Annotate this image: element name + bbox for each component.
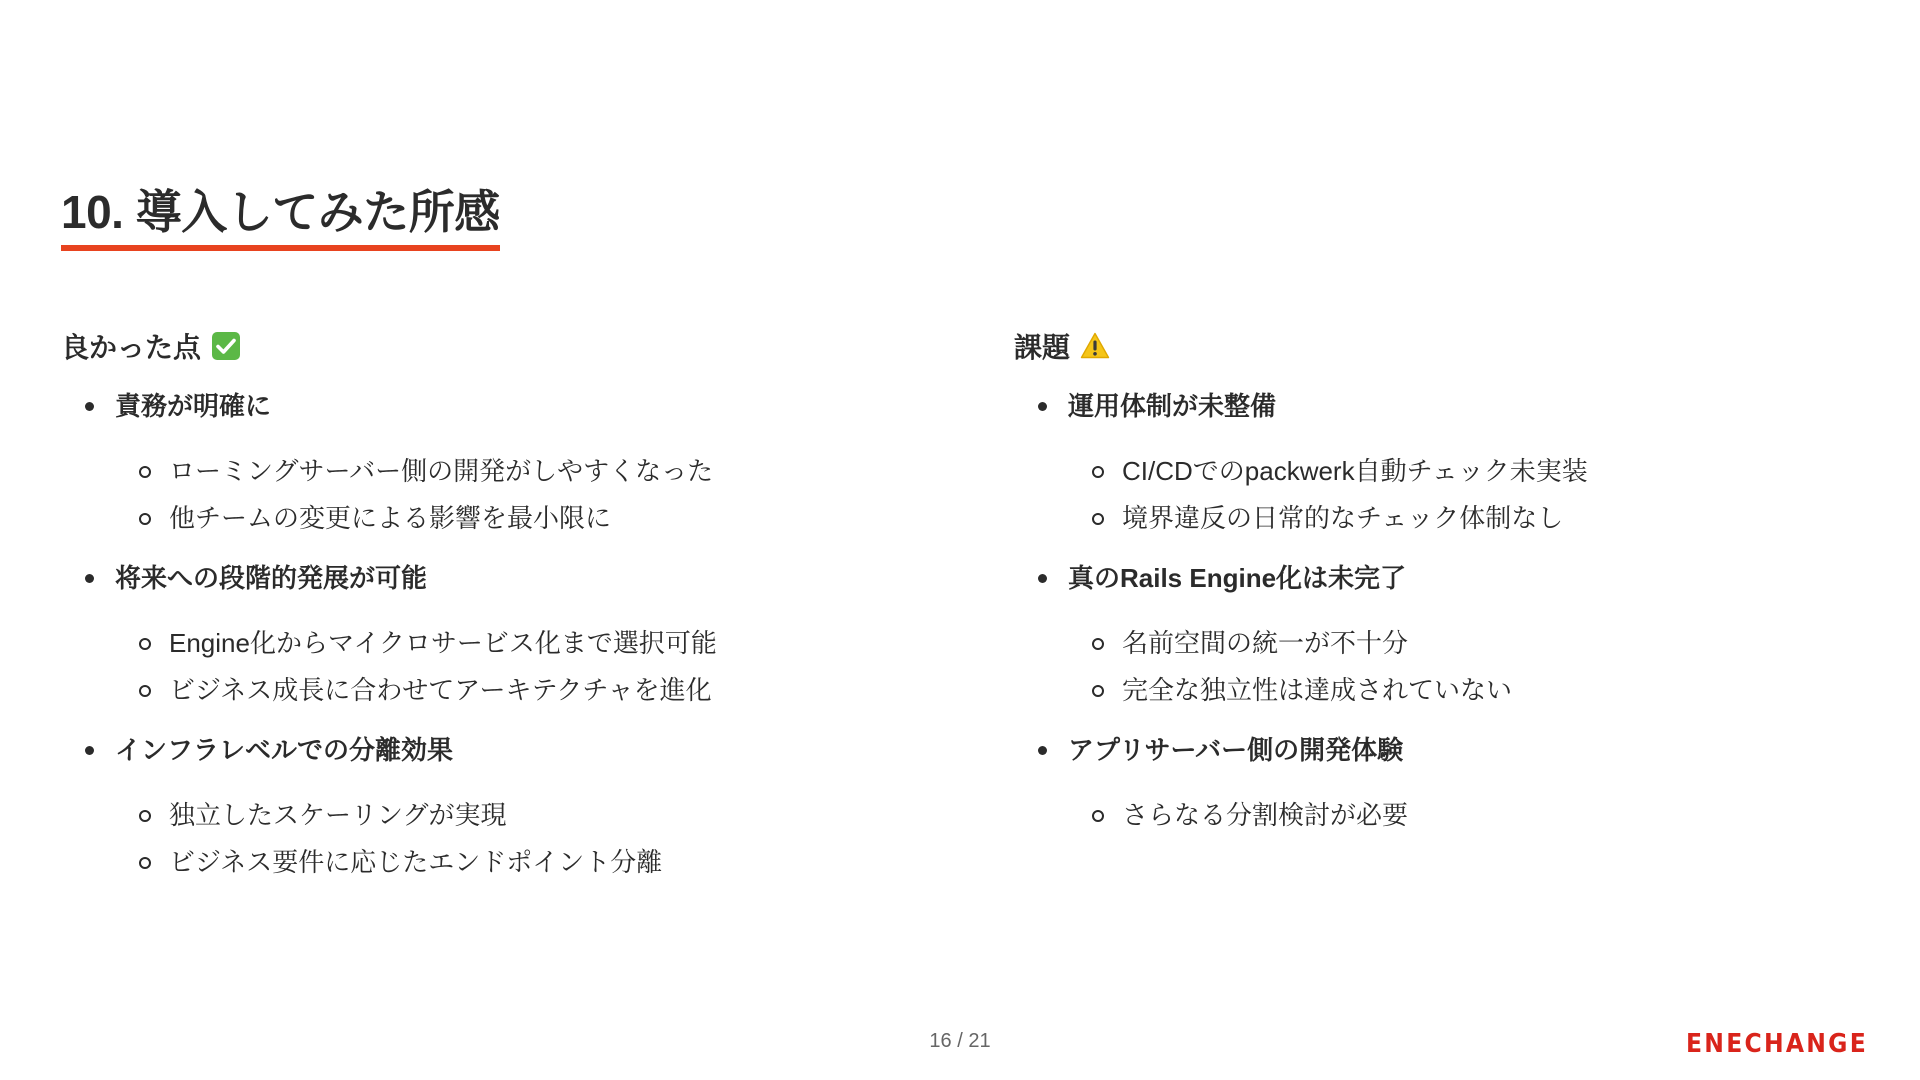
list-item <box>61 386 881 542</box>
list-item <box>1068 495 1834 542</box>
list-item-text: さらなる分割検討が必要 <box>1122 800 1409 830</box>
pros-heading <box>61 326 881 366</box>
list-item-text: ローミングサーバー側の開発がしやすくなった <box>169 456 714 486</box>
list-item-text: Engine化からマイクロサービス化まで選択可能 <box>169 628 717 658</box>
logo-text: ENECHANGE <box>1686 1029 1868 1058</box>
list-item <box>1068 620 1834 667</box>
issues-group-label: 運用体制が未整備 <box>1068 391 1277 421</box>
page-number: 16 / 21 <box>929 1030 991 1052</box>
bullet-circle-icon <box>139 638 151 650</box>
check-mark-icon <box>211 331 241 361</box>
slide-title: 10. 導入してみた所感 <box>61 186 500 238</box>
bullet-circle-icon <box>139 466 151 478</box>
list-item <box>61 730 881 886</box>
pros-group-label: 責務が明確に <box>115 391 272 421</box>
issues-heading <box>1014 326 1834 366</box>
issues-group-label: アプリサーバー側の開発体験 <box>1068 735 1404 765</box>
list-item <box>115 620 881 667</box>
issues-column <box>1014 326 1834 855</box>
list-item-text: 他チームの変更による影響を最小限に <box>169 503 612 533</box>
bullet-circle-icon <box>1092 685 1104 697</box>
bullet-dot-icon <box>1038 746 1047 755</box>
bullet-dot-icon <box>85 402 94 411</box>
list-item <box>1068 448 1834 495</box>
bullet-dot-icon <box>85 574 94 583</box>
bullet-dot-icon <box>85 746 94 755</box>
list-item <box>115 448 881 495</box>
list-item <box>115 839 881 886</box>
pros-sublist <box>115 792 881 886</box>
issues-heading-text: 課題 <box>1014 332 1071 363</box>
pros-list <box>61 386 881 886</box>
pros-group-label: 将来への段階的発展が可能 <box>115 563 428 593</box>
pros-sublist <box>115 620 881 714</box>
warning-icon <box>1080 331 1110 361</box>
list-item-text: 名前空間の統一が不十分 <box>1122 628 1409 658</box>
list-item <box>1068 792 1834 839</box>
list-item <box>1014 386 1834 542</box>
bullet-circle-icon <box>1092 810 1104 822</box>
list-item-text: ビジネス成長に合わせてアーキテクチャを進化 <box>169 675 712 705</box>
issues-list <box>1014 386 1834 839</box>
list-item <box>1068 667 1834 714</box>
pros-sublist <box>115 448 881 542</box>
list-item-text: 完全な独立性は達成されていない <box>1122 675 1513 705</box>
list-item <box>115 495 881 542</box>
pros-heading-text: 良かった点 <box>61 332 202 363</box>
pros-group-label: インフラレベルでの分離効果 <box>115 735 454 765</box>
issues-sublist <box>1068 792 1834 839</box>
bullet-dot-icon <box>1038 574 1047 583</box>
list-item <box>115 792 881 839</box>
issues-sublist <box>1068 620 1834 714</box>
pros-column <box>61 326 881 902</box>
list-item <box>61 558 881 714</box>
list-item <box>1014 730 1834 839</box>
bullet-circle-icon <box>139 857 151 869</box>
bullet-circle-icon <box>1092 466 1104 478</box>
list-item-text: 独立したスケーリングが実現 <box>169 800 507 830</box>
bullet-circle-icon <box>139 810 151 822</box>
bullet-circle-icon <box>139 685 151 697</box>
enechange-logo <box>1686 1026 1870 1058</box>
list-item <box>115 667 881 714</box>
bullet-dot-icon <box>1038 402 1047 411</box>
slide-title-block <box>61 186 500 251</box>
issues-group-label: 真のRails Engine化は未完了 <box>1068 563 1407 593</box>
list-item-text: 境界違反の日常的なチェック体制なし <box>1122 503 1564 533</box>
list-item <box>1014 558 1834 714</box>
bullet-circle-icon <box>1092 638 1104 650</box>
bullet-circle-icon <box>1092 513 1104 525</box>
title-underline <box>61 245 500 251</box>
bullet-circle-icon <box>139 513 151 525</box>
list-item-text: ビジネス要件に応じたエンドポイント分離 <box>169 847 663 877</box>
issues-sublist <box>1068 448 1834 542</box>
list-item-text: CI/CDでのpackwerk自動チェック未実装 <box>1122 456 1588 486</box>
